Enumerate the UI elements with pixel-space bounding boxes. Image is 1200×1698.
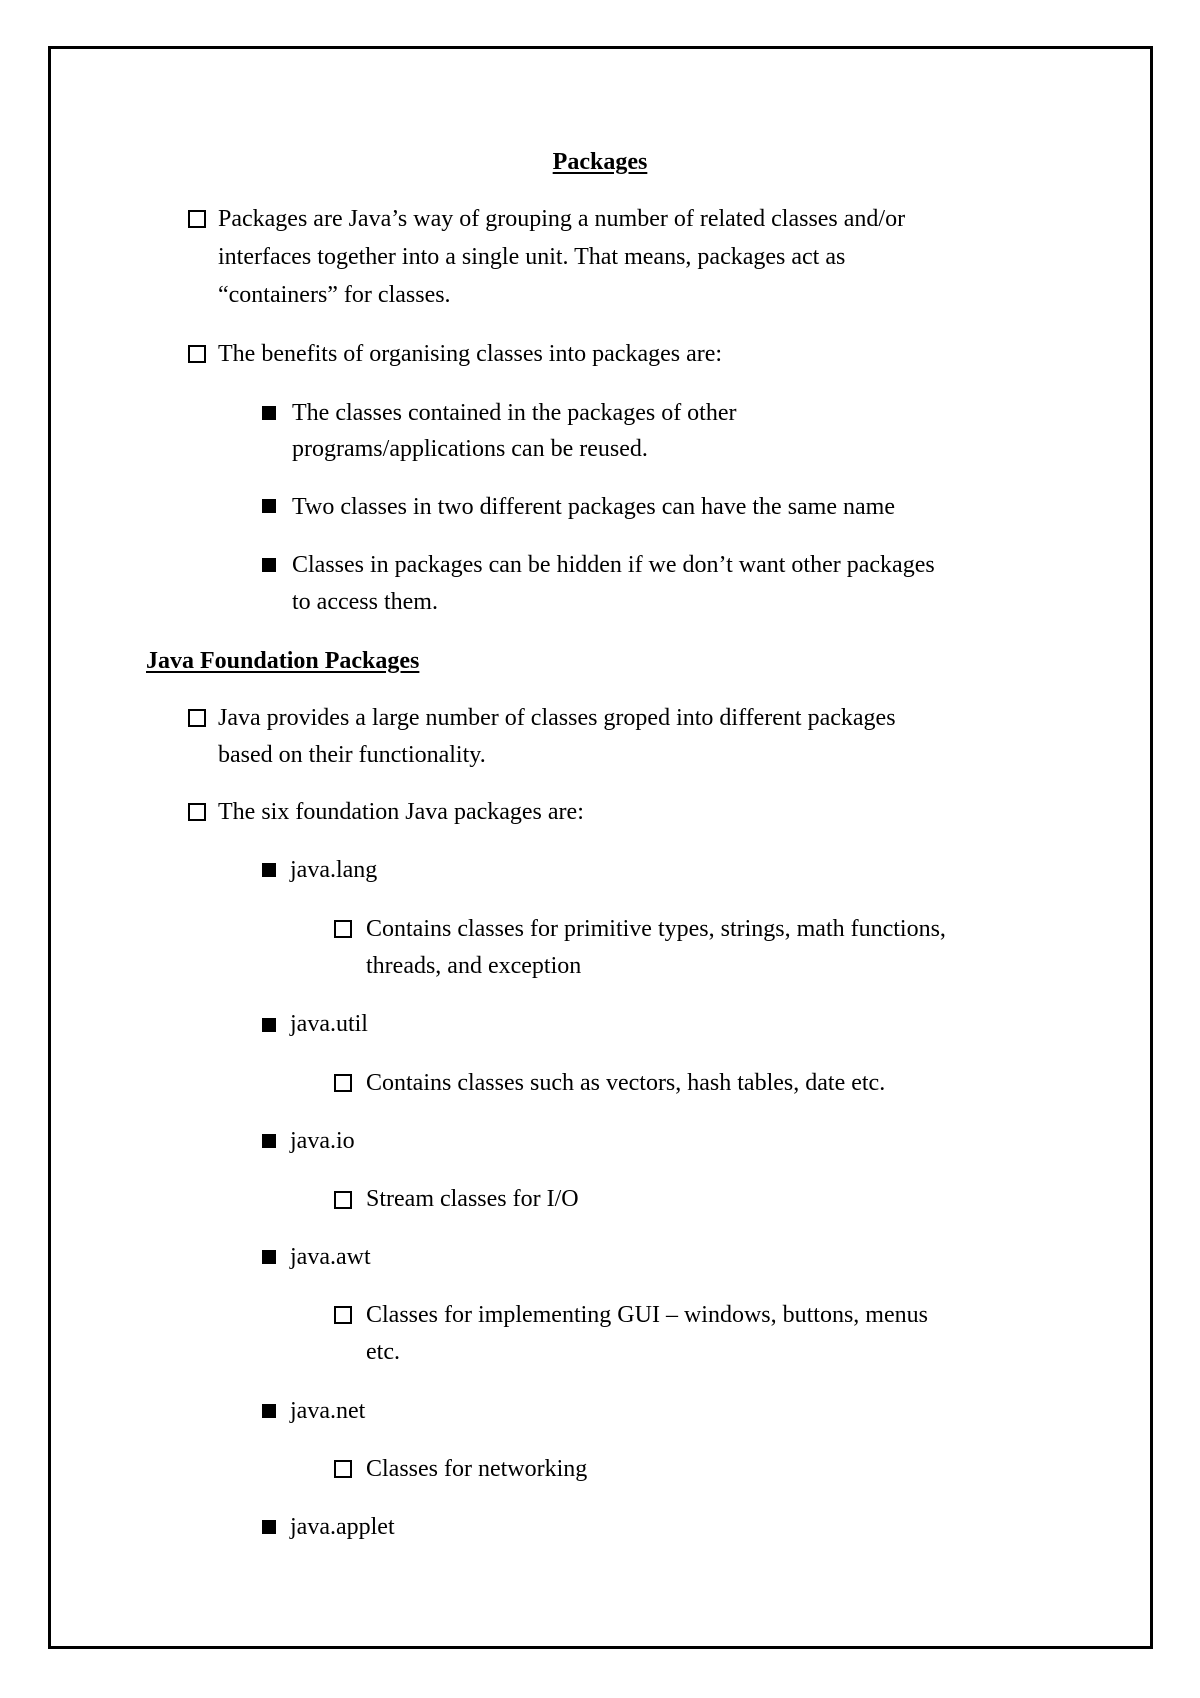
- package-desc-java-awt-line-2: etc.: [366, 1339, 400, 1365]
- filled-square-bullet-icon: [262, 1018, 276, 1032]
- page-border: [48, 46, 1153, 1649]
- hollow-square-bullet-icon: [334, 1191, 352, 1209]
- package-desc-java-lang-line-1: Contains classes for primitive types, strings, math functions,: [366, 916, 946, 942]
- hollow-square-bullet-icon: [188, 709, 206, 727]
- hollow-square-bullet-icon: [188, 803, 206, 821]
- benefit-3-line-1: Classes in packages can be hidden if we don’t want other packages: [292, 552, 935, 578]
- package-name-java-awt: java.awt: [290, 1244, 371, 1270]
- package-name-java-applet: java.applet: [290, 1514, 395, 1540]
- hollow-square-bullet-icon: [334, 1460, 352, 1478]
- intro-bullet-1-line-2: interfaces together into a single unit. That means, packages act as: [218, 244, 846, 270]
- section-bullet-2: The six foundation Java packages are:: [218, 799, 584, 825]
- filled-square-bullet-icon: [262, 1404, 276, 1418]
- package-name-java-io: java.io: [290, 1128, 355, 1154]
- intro-bullet-1-line-1: Packages are Java’s way of grouping a number of related classes and/or: [218, 206, 906, 232]
- hollow-square-bullet-icon: [188, 210, 206, 228]
- package-desc-java-io: Stream classes for I/O: [366, 1186, 579, 1212]
- package-desc-java-lang-line-2: threads, and exception: [366, 953, 582, 979]
- package-name-java-util: java.util: [290, 1011, 368, 1037]
- filled-square-bullet-icon: [262, 863, 276, 877]
- package-desc-java-util: Contains classes such as vectors, hash tables, date etc.: [366, 1070, 886, 1096]
- page-title: Packages: [552, 149, 648, 175]
- package-name-java-lang: java.lang: [290, 857, 378, 883]
- benefit-1-line-2: programs/applications can be reused.: [292, 436, 648, 462]
- filled-square-bullet-icon: [262, 499, 276, 513]
- filled-square-bullet-icon: [262, 1250, 276, 1264]
- package-desc-java-net: Classes for networking: [366, 1456, 588, 1482]
- filled-square-bullet-icon: [262, 1520, 276, 1534]
- intro-bullet-2: The benefits of organising classes into packages are:: [218, 341, 723, 367]
- benefit-1-line-1: The classes contained in the packages of other: [292, 400, 737, 426]
- section-bullet-1-line-1: Java provides a large number of classes groped into different packages: [218, 705, 896, 731]
- hollow-square-bullet-icon: [334, 1306, 352, 1324]
- intro-bullet-1-line-3: “containers” for classes.: [218, 282, 451, 308]
- section-bullet-1-line-2: based on their functionality.: [218, 742, 486, 768]
- benefit-2-line-1: Two classes in two different packages can have the same name: [292, 494, 895, 520]
- hollow-square-bullet-icon: [334, 920, 352, 938]
- hollow-square-bullet-icon: [334, 1074, 352, 1092]
- filled-square-bullet-icon: [262, 1134, 276, 1148]
- hollow-square-bullet-icon: [188, 345, 206, 363]
- package-name-java-net: java.net: [290, 1398, 366, 1424]
- benefit-3-line-2: to access them.: [292, 589, 438, 615]
- package-desc-java-awt-line-1: Classes for implementing GUI – windows, buttons, menus: [366, 1302, 928, 1328]
- section-heading: Java Foundation Packages: [146, 648, 420, 674]
- filled-square-bullet-icon: [262, 558, 276, 572]
- filled-square-bullet-icon: [262, 406, 276, 420]
